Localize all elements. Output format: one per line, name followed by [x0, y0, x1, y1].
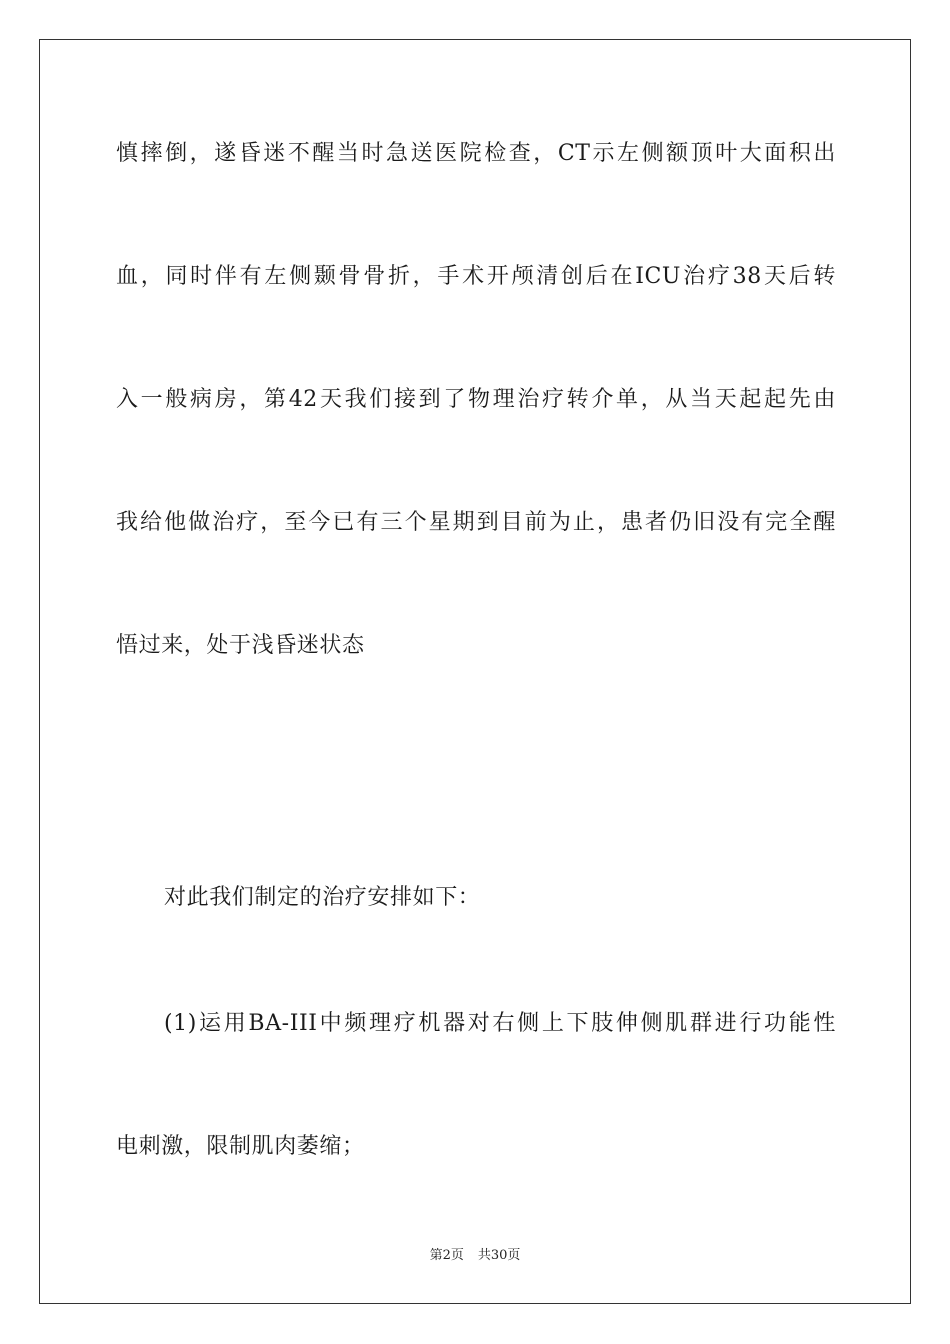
body-text-line: 慎摔倒，遂昏迷不醒当时急送医院检查，CT示左侧额顶叶大面积出 — [116, 141, 836, 166]
body-text-line: 悟过来，处于浅昏迷状态 — [116, 633, 365, 658]
page-border — [39, 39, 911, 1304]
body-text-line: (1)运用BA-III中频理疗机器对右侧上下肢伸侧肌群进行功能性 — [164, 1011, 836, 1036]
total-pages: 共30页 — [477, 1248, 521, 1263]
body-text-line: 血，同时伴有左侧颞骨骨折，手术开颅清创后在ICU治疗38天后转 — [116, 264, 836, 289]
body-text-line: 电刺激，限制肌肉萎缩； — [116, 1134, 365, 1159]
body-text-line: 我给他做治疗，至今已有三个星期到目前为止，患者仍旧没有完全醒 — [116, 510, 836, 535]
page-number: 第2页 — [429, 1248, 464, 1263]
body-text-line: 入一般病房，第42天我们接到了物理治疗转介单，从当天起起先由 — [116, 387, 836, 412]
body-text-line: 对此我们制定的治疗安排如下： — [164, 885, 481, 910]
page-footer — [0, 1247, 950, 1265]
